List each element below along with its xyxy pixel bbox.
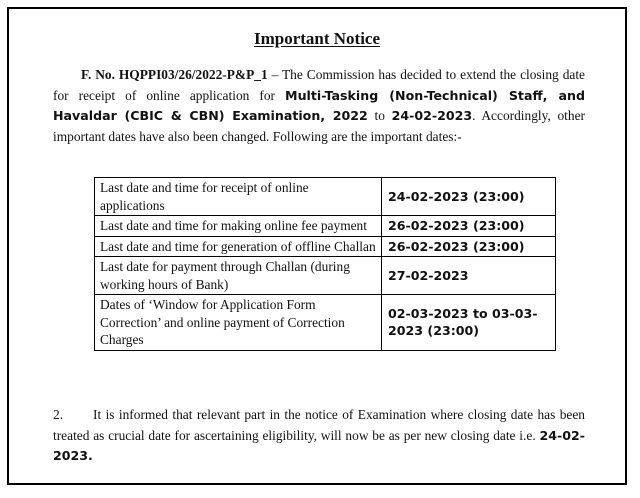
new-closing-date: 24-02-2023 (391, 108, 473, 123)
intro-text-a: – The Commission has decided to extend the closing date for receipt of online application for (53, 67, 585, 103)
intro-text-b: to (367, 108, 392, 123)
important-dates-table (94, 177, 556, 351)
date-label: Last date and time for generation of offline Challan (95, 236, 382, 257)
date-value: 02-03-2023 to 03-03-2023 (23:00) (382, 295, 556, 351)
notice-frame (7, 7, 627, 485)
date-label: Last date and time for receipt of online applications (95, 178, 382, 216)
date-label: Dates of ‘Window for Application Form Correction’ and online payment of Correction Charges (95, 295, 382, 351)
table-row (95, 295, 556, 351)
date-value: 26-02-2023 (23:00) (382, 236, 556, 257)
table-row (95, 178, 556, 216)
date-label: Last date and time for making online fee payment (95, 216, 382, 237)
paragraph-number: 2. (53, 407, 64, 422)
date-value: 24-02-2023 (23:00) (382, 178, 556, 216)
eligibility-date: 24-02-2023. (53, 427, 585, 463)
intro-text-c: . Accordingly, other important dates have also been changed. Following are the important dates:- (53, 108, 585, 144)
eligibility-text: It is informed that relevant part in the notice of Examination where closing date has been treated as crucial date for ascertaining eligibility, will now be as per new closing date i.e. (53, 407, 585, 443)
table-row (95, 236, 556, 257)
date-value: 26-02-2023 (23:00) (382, 216, 556, 237)
table-row (95, 257, 556, 295)
notice-title: Important Notice (253, 29, 381, 48)
file-number: F. No. HQPPI03/26/2022-P&P_1 (81, 67, 268, 82)
exam-name: Multi-Tasking (Non-Technical) Staff, and Havaldar (CBIC & CBN) Examination, 2022 (53, 87, 585, 123)
table-row (95, 216, 556, 237)
eligibility-paragraph (53, 405, 585, 467)
date-label: Last date for payment through Challan (during working hours of Bank) (95, 257, 382, 295)
date-value: 27-02-2023 (382, 257, 556, 295)
intro-paragraph (53, 65, 585, 147)
